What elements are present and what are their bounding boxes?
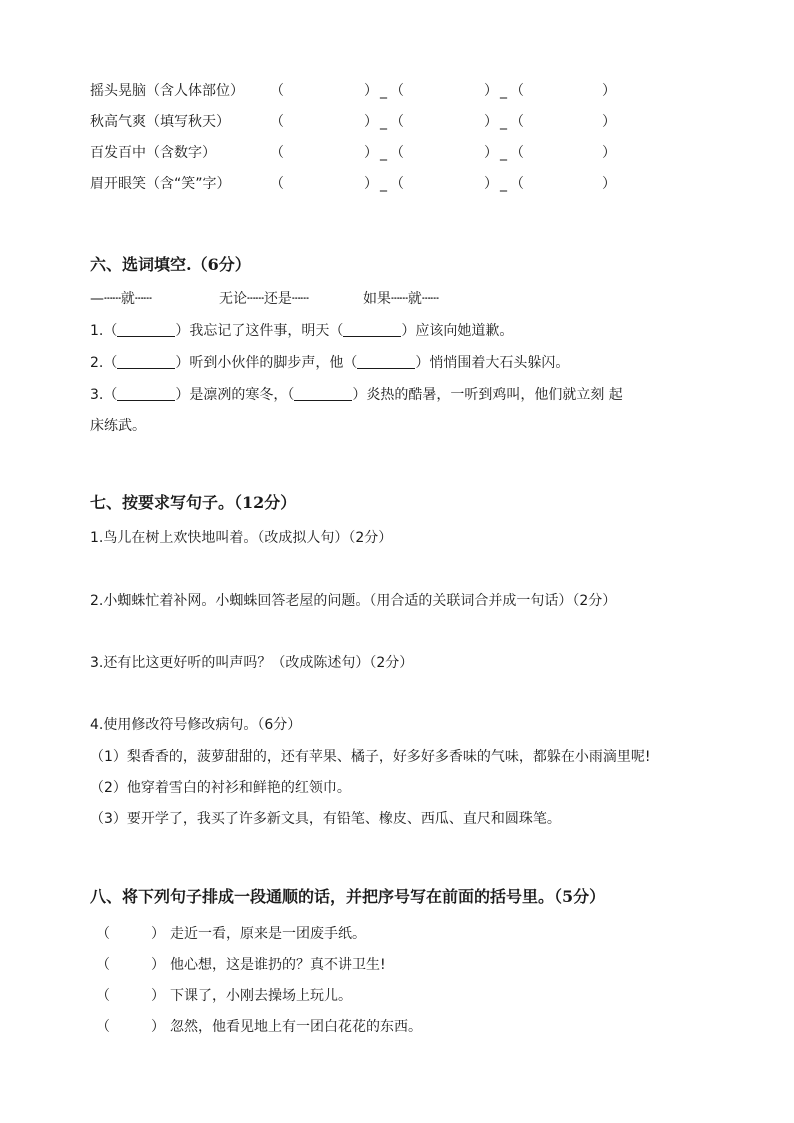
order-paren-close: ） [151, 957, 165, 973]
order-sentence-3: 下课了，小刚去操场上玩儿。 [170, 988, 352, 1004]
order-sentence-1: 走近一看，原来是一团废手纸。 [170, 926, 366, 942]
underscore: _ [500, 114, 507, 130]
paren-close: ） [364, 83, 378, 99]
fill-item-2 [90, 352, 569, 372]
section6-title: 六、选词填空.（6分） [90, 255, 251, 274]
option-1: —┄┄就┄┄ [90, 291, 152, 307]
paren-close: ） [602, 114, 616, 130]
answer-blank[interactable] [357, 354, 415, 369]
paren-close: ） [484, 145, 498, 161]
order-paren-open: （ [96, 926, 110, 942]
fill-item-3 [90, 384, 623, 404]
sub-question-1: （1）梨香香的，菠萝甜甜的，还有苹果、橘子，好多好多香味的气味，都躲在小雨滴里呢! [90, 749, 651, 765]
paren-close: ） [484, 114, 498, 130]
question-4: 4.使用修改符号修改病句。（6分） [90, 717, 302, 733]
paren-open: （ [390, 114, 404, 130]
paren-open: （ [390, 145, 404, 161]
paren-open: （ [510, 83, 524, 99]
underscore: _ [500, 145, 507, 161]
order-paren-close: ） [151, 926, 165, 942]
item-text: ）炎热的酷暑，一听到鸡叫，他们就立刻 起 [352, 387, 623, 403]
item-text: ）悄悄围着大石头躲闪。 [415, 355, 570, 371]
paren-close: ） [364, 114, 378, 130]
item-number: 3.（ [90, 387, 118, 403]
option-2: 无论┄┄还是┄┄ [219, 291, 309, 307]
item-text: ）听到小伙伴的脚步声，他（ [175, 355, 358, 371]
paren-open: （ [390, 83, 404, 99]
order-paren-open: （ [96, 1019, 110, 1035]
answer-blank[interactable] [117, 386, 175, 401]
paren-close: ） [364, 145, 378, 161]
question-1: 1.鸟儿在树上欢快地叫着。（改成拟人句）（2分） [90, 530, 393, 546]
item-number: 2.（ [90, 355, 118, 371]
paren-close: ） [602, 83, 616, 99]
fill-item-1 [90, 320, 513, 340]
underscore: _ [500, 83, 507, 99]
paren-close: ） [484, 83, 498, 99]
paren-close: ） [484, 176, 498, 192]
paren-open: （ [510, 114, 524, 130]
paren-open: （ [390, 176, 404, 192]
item-text: ）应该向她道歉。 [401, 323, 514, 339]
answer-blank[interactable] [117, 322, 175, 337]
order-paren-open: （ [96, 957, 110, 973]
paren-open: （ [270, 83, 284, 99]
sub-question-2: （2）他穿着雪白的衬衫和鲜艳的红领巾。 [90, 780, 351, 796]
section8-title: 八、将下列句子排成一段通顺的话，并把序号写在前面的括号里。（5分） [90, 887, 606, 906]
underscore: _ [380, 83, 387, 99]
question-3: 3.还有比这更好听的叫声吗？（改成陈述句）（2分） [90, 655, 414, 671]
order-paren-open: （ [96, 988, 110, 1004]
paren-open: （ [270, 176, 284, 192]
underscore: _ [380, 176, 387, 192]
idiom-label: 秋高气爽（填写秋天） [90, 114, 230, 130]
paren-close: ） [602, 145, 616, 161]
order-sentence-4: 忽然，他看见地上有一团白花花的东西。 [170, 1019, 422, 1035]
paren-open: （ [510, 145, 524, 161]
fill-item-3-cont: 床练武。 [90, 418, 146, 434]
paren-open: （ [510, 176, 524, 192]
idiom-label: 眉开眼笑（含“笑”字） [90, 176, 231, 192]
order-paren-close: ） [151, 988, 165, 1004]
order-sentence-2: 他心想，这是谁扔的？真不讲卫生! [170, 957, 386, 973]
paren-close: ） [364, 176, 378, 192]
underscore: _ [500, 176, 507, 192]
order-paren-close: ） [151, 1019, 165, 1035]
paren-open: （ [270, 114, 284, 130]
underscore: _ [380, 145, 387, 161]
idiom-label: 摇头晃脑（含人体部位） [90, 83, 244, 99]
sub-question-3: （3）要开学了，我买了许多新文具，有铅笔、橡皮、西瓜、直尺和圆珠笔。 [90, 811, 561, 827]
underscore: _ [380, 114, 387, 130]
idiom-label: 百发百中（含数字） [90, 145, 216, 161]
item-text: ）我忘记了这件事，明天（ [175, 323, 344, 339]
section7-title: 七、按要求写句子。（12分） [90, 493, 297, 512]
option-3: 如果┄┄就┄┄ [363, 291, 439, 307]
item-number: 1.（ [90, 323, 118, 339]
question-2: 2.小蜘蛛忙着补网。小蜘蛛回答老屋的问题。（用合适的关联词合并成一句话）（2分） [90, 593, 617, 609]
answer-blank[interactable] [294, 386, 352, 401]
paren-close: ） [602, 176, 616, 192]
paren-open: （ [270, 145, 284, 161]
item-text: ）是凛冽的寒冬，（ [175, 387, 295, 403]
answer-blank[interactable] [117, 354, 175, 369]
answer-blank[interactable] [343, 322, 401, 337]
